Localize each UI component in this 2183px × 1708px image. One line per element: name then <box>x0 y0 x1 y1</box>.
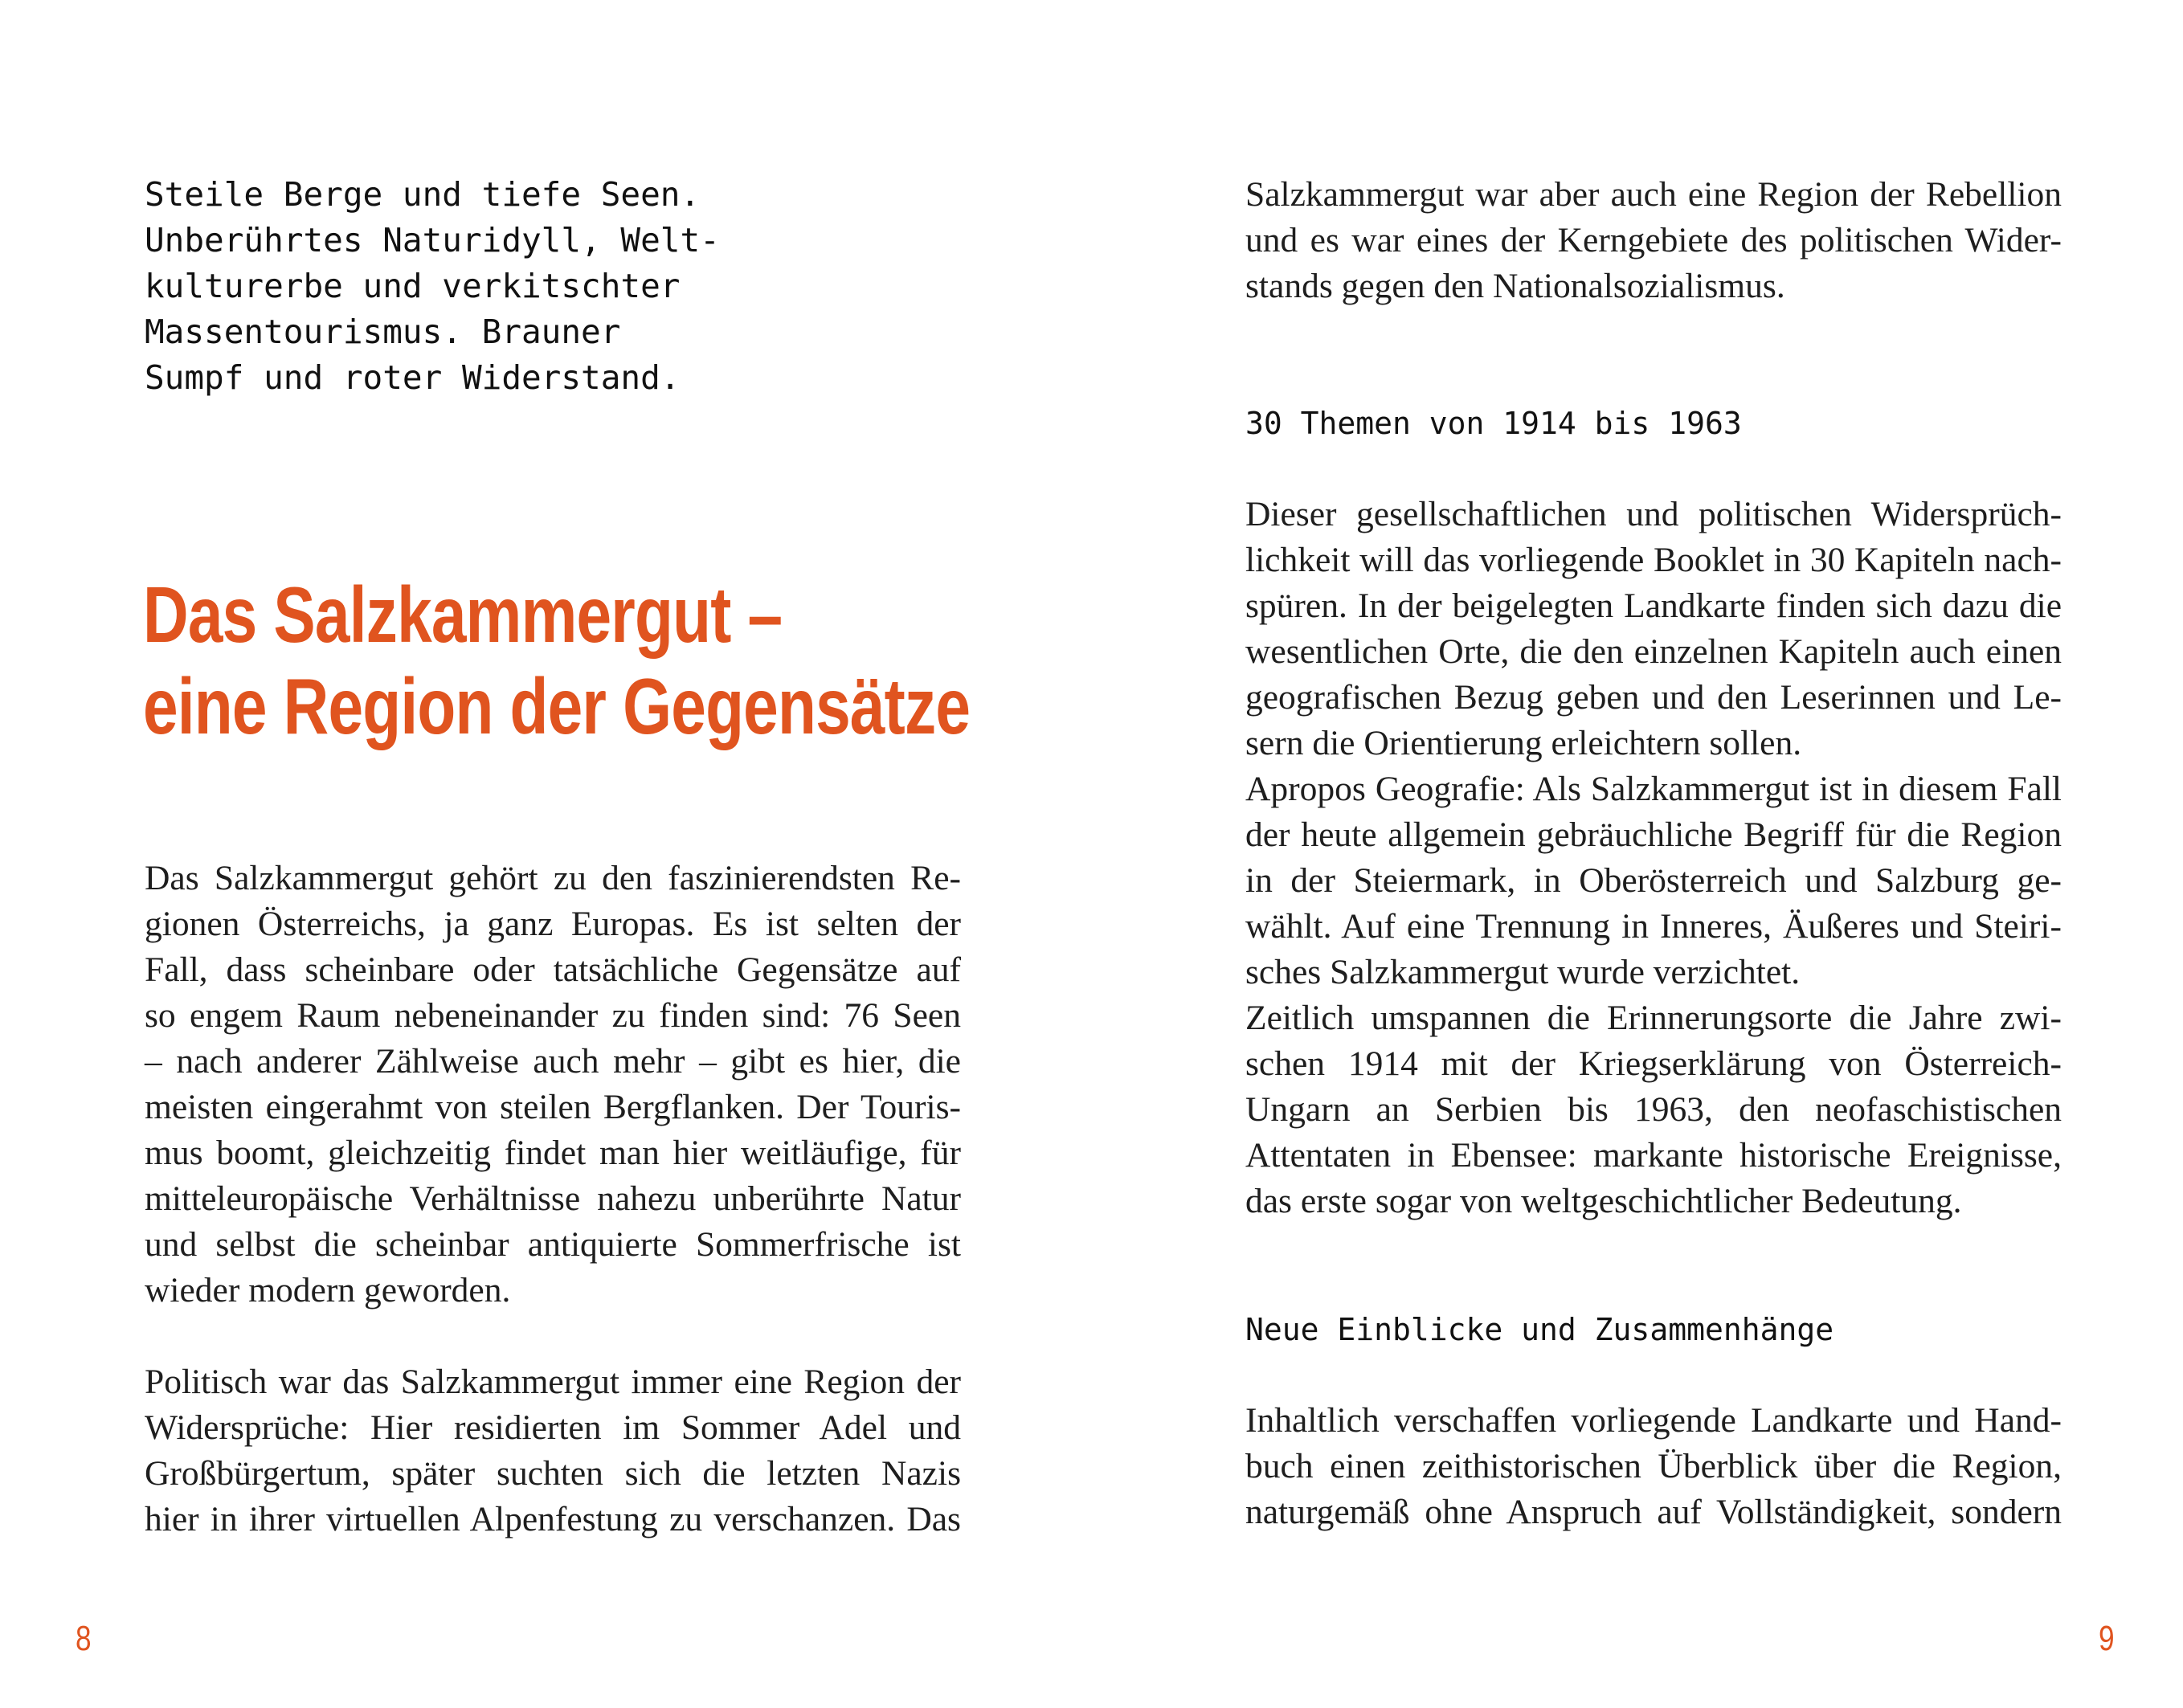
text-line: das erste sogar von weltgeschichtlicher Bedeutung. <box>1245 1182 1962 1220</box>
text-line: spüren. In der beigelegten Landkarte finden sich dazu die <box>1245 586 2062 625</box>
text-line: Das Salzkammergut gehört zu den faszinierendsten Re- <box>145 859 961 897</box>
intro-line: Steile Berge und tiefe Seen. <box>145 175 701 214</box>
page-number: 8 <box>76 1619 92 1658</box>
text-line: Dieser gesellschaftlichen und politischen Widersprüch- <box>1245 495 2062 533</box>
text-line: naturgemäß ohne Anspruch auf Vollständigkeit, sondern <box>1245 1493 2062 1531</box>
text-line: Zeitlich umspannen die Erinnerungsorte die Jahre zwi- <box>1245 999 2062 1037</box>
text-line: Attentaten in Ebensee: markante historische Ereignisse, <box>1245 1136 2062 1175</box>
text-line: in der Steiermark, in Oberösterreich und Salzburg ge- <box>1245 861 2062 900</box>
left-page <box>0 0 1091 1708</box>
text-line: buch einen zeithistorischen Überblick über die Region, <box>1245 1447 2062 1485</box>
intro-line: Sumpf und roter Widerstand. <box>145 358 681 397</box>
text-line: sches Salzkammergut wurde verzichtet. <box>1245 953 1801 991</box>
text-line: Inhaltlich verschaffen vorliegende Landkarte und Hand- <box>1245 1401 2062 1440</box>
text-line: Fall, dass scheinbare oder tatsächliche Gegensätze auf <box>145 950 961 989</box>
text-line: und selbst die scheinbar antiquierte Sommerfrische ist <box>145 1225 961 1264</box>
text-line: sern die Orientierung erleichtern sollen. <box>1245 724 1802 762</box>
text-line: geografischen Bezug geben und den Leserinnen und Le- <box>1245 678 2062 717</box>
text-line: mitteleuropäische Verhältnisse nahezu unberührte Natur <box>145 1179 961 1218</box>
text-line: stands gegen den Nationalsozialismus. <box>1245 267 1785 305</box>
intro-line: kulturerbe und verkitschter <box>145 267 681 305</box>
text-line: Widersprüche: Hier residierten im Sommer Adel und <box>145 1408 961 1447</box>
paragraph-0 <box>1245 172 2062 309</box>
text-line: – nach anderer Zählweise auch mehr – gibt es hier, die <box>145 1042 961 1081</box>
text-line: wieder modern geworden. <box>145 1271 511 1310</box>
paragraph-1 <box>1245 492 2062 766</box>
section-heading: 30 Themen von 1914 bis 1963 <box>1245 406 1742 441</box>
text-line: Apropos Geografie: Als Salzkammergut ist in diesem Fall <box>1245 770 2062 808</box>
title-line: Das Salzkammergut – <box>143 570 783 659</box>
text-line: Großbürgertum, später suchten sich die letzten Nazis <box>145 1454 961 1493</box>
intro-tagline <box>145 172 720 401</box>
text-line: und es war eines der Kerngebiete des politischen Wider- <box>1245 221 2062 259</box>
text-line: wählt. Auf eine Trennung in Inneres, Äußeres und Steiri- <box>1245 907 2062 946</box>
text-line: lichkeit will das vorliegende Booklet in 30 Kapiteln nach- <box>1245 541 2062 579</box>
right-page <box>1091 0 2183 1708</box>
text-line: Salzkammergut war aber auch eine Region der Rebellion <box>1245 175 2062 214</box>
text-line: der heute allgemein gebräuchliche Begriff für die Region <box>1245 815 2062 854</box>
text-line: mus boomt, gleichzeitig findet man hier weitläufige, für <box>145 1134 961 1172</box>
text-line: Ungarn an Serbien bis 1963, den neofaschistischen <box>1245 1090 2062 1129</box>
text-line: wesentlichen Orte, die den einzelnen Kapiteln auch einen <box>1245 632 2062 671</box>
chapter-title <box>143 569 971 752</box>
paragraph-2 <box>145 1359 961 1543</box>
text-line: Politisch war das Salzkammergut immer eine Region der <box>145 1363 961 1401</box>
text-line: schen 1914 mit der Kriegserklärung von Österreich- <box>1245 1044 2062 1083</box>
paragraph-3 <box>1245 995 2062 1224</box>
text-line: gionen Österreichs, ja ganz Europas. Es ist selten der <box>145 905 961 943</box>
paragraph-1 <box>145 856 961 1314</box>
section-heading: Neue Einblicke und Zusammenhänge <box>1245 1312 1834 1347</box>
text-line: so engem Raum nebeneinander zu finden sind: 76 Seen <box>145 996 961 1035</box>
intro-line: Unberührtes Naturidyll, Welt- <box>145 221 720 259</box>
title-line: eine Region der Gegensätze <box>143 662 971 750</box>
paragraph-4 <box>1245 1398 2062 1535</box>
intro-line: Massentourismus. Brauner <box>145 313 621 351</box>
text-line: meisten eingerahmt von steilen Bergflanken. Der Touris- <box>145 1088 961 1126</box>
page-number: 9 <box>2099 1619 2115 1658</box>
text-line: hier in ihrer virtuellen Alpenfestung zu verschanzen. Das <box>145 1500 961 1538</box>
paragraph-2 <box>1245 766 2062 995</box>
